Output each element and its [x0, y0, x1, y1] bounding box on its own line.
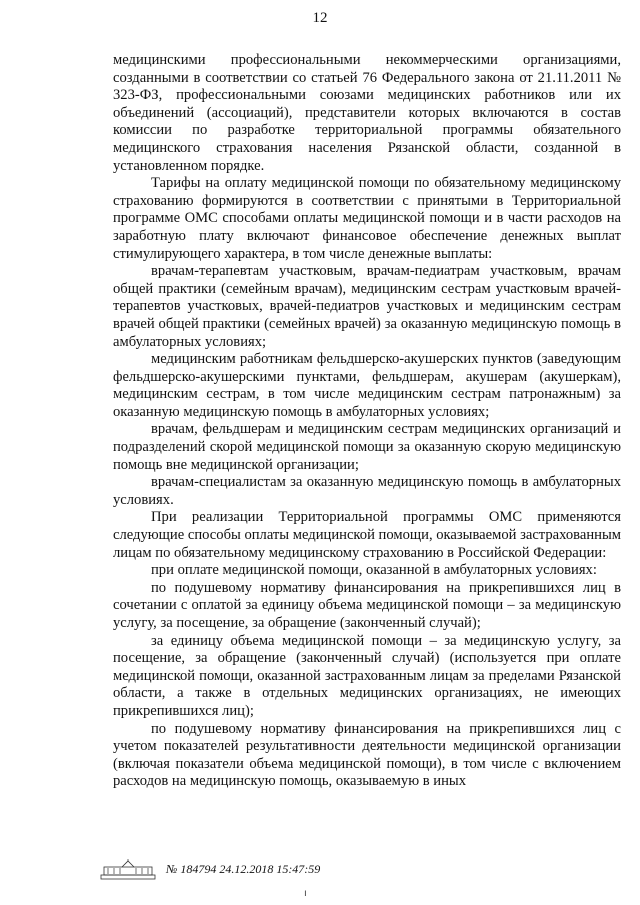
paragraph: При реализации Территориальной программы ОМС применяются следующие способы оплаты медицинской помощи, оказываемой застрахованным лицам по обязательному медицинскому страхованию в Российской Федерации:	[113, 509, 622, 561]
registration-stamp: № 184794 24.12.2018 15:47:59	[166, 861, 321, 876]
scan-mark: ı	[304, 888, 307, 899]
paragraph: по подушевому нормативу финансирования на прикрепившихся лиц с учетом показателей результативности деятельности медицинской организации (включая показатели объема медицинской помощи), в том числе с включением расходов на медицинскую помощь, оказываемую в иных	[113, 720, 621, 790]
paragraph: медицинскими профессиональными некоммерческими организациями, созданными в соответствии со статьей 76 Федерального закона от 21.11.2011 № 323-ФЗ, профессиональными союзами медицинских работников или их объединений (ассоциаций), представители которых включаются в состав комиссии по разработке территориальной программы обязательного медицинского страхования населения Рязанской области, созданной в установленном порядке.	[113, 52, 621, 174]
paragraph: медицинским работникам фельдшерско-акушерских пунктов (заведующим фельдшерско-акушерскими пунктами, фельдшерам, акушерам (акушеркам), медицинским сестрам, в том числе медицинским сестрам патронажным) за оказанную медицинскую помощь в амбулаторных условиях;	[113, 351, 621, 420]
paragraph: врачам-специалистам за оказанную медицинскую помощь в амбулаторных условиях.	[113, 474, 621, 508]
paragraph: при оплате медицинской помощи, оказанной в амбулаторных условиях:	[151, 562, 597, 579]
paragraph: по подушевому нормативу финансирования на прикрепившихся лиц в сочетании с оплатой за единицу объема медицинской помощи – за медицинскую услугу, за посещение, за обращение (законченный случай);	[113, 579, 621, 631]
page-number: 12	[312, 10, 328, 26]
paragraph: за единицу объема медицинской помощи – за медицинскую услугу, за посещение, за обращение (законченный случай) (используется при оплате медицинской помощи, оказанной застрахованным лицам за пределами Рязанской области, а также в отдельных медицинских организациях, не имеющих прикрепившихся лиц);	[113, 632, 621, 719]
paragraph: врачам-терапевтам участковым, врачам-педиатрам участковым, врачам общей практики (семейным врачам), медицинским сестрам участковым врачей-терапевтов участковых, врачей-педиатров участковых и медицинским сестрам врачей общей практики (семейных врачей) за оказанную медицинскую помощь в амбулаторных условиях;	[113, 263, 621, 350]
paragraph: Тарифы на оплату медицинской помощи по обязательному медицинскому страхованию формируются в соответствии с принятыми в Территориальной программе ОМС способами оплаты медицинской помощи и в части расходов на заработную плату включают финансовое обеспечение денежных выплат стимулирующего характера, в том числе денежные выплаты:	[113, 175, 621, 262]
building-seal-icon	[100, 858, 156, 880]
document-body	[113, 52, 621, 791]
document-footer	[100, 858, 320, 880]
paragraph: врачам, фельдшерам и медицинским сестрам медицинских организаций и подразделений скорой медицинской помощи за оказанную скорую медицинскую помощь вне медицинской организации;	[113, 421, 621, 473]
